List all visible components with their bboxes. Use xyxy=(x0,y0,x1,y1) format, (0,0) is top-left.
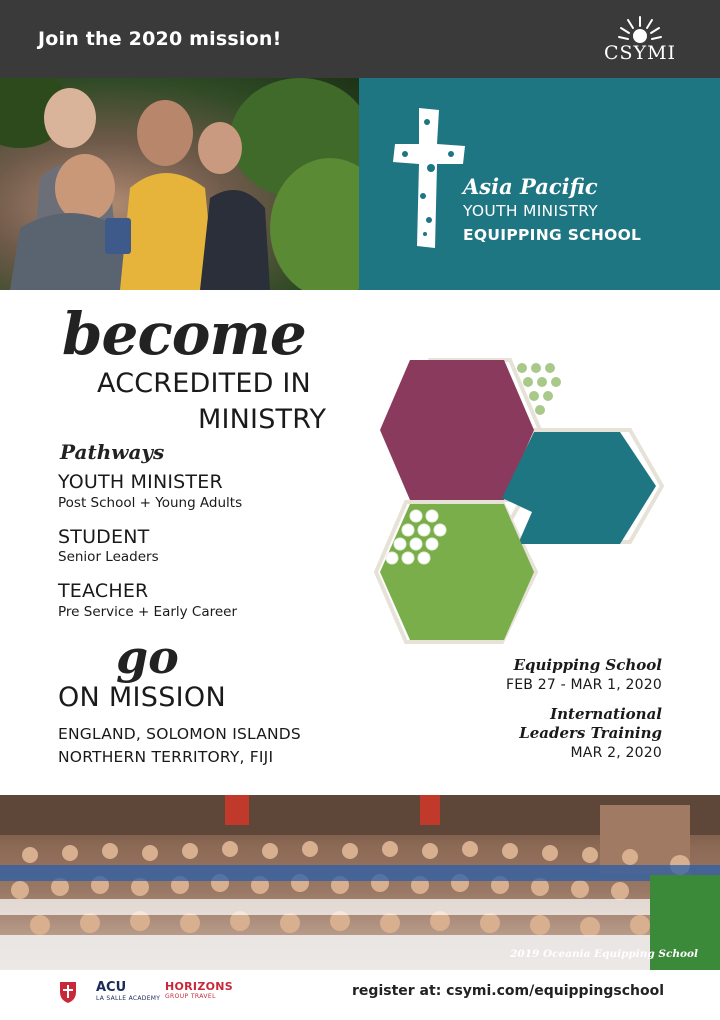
horizons-logo-name: HORIZONS xyxy=(165,980,233,993)
cross-icon xyxy=(393,108,465,248)
brand-line-equipping-school: EQUIPPING SCHOOL xyxy=(463,226,642,244)
group-photo xyxy=(0,795,720,970)
horizons-logo-sub: GROUP TRAVEL xyxy=(165,993,216,1000)
pathway-subtitle: Post School + Young Adults xyxy=(58,495,243,511)
csymi-logo-text: CSYMI xyxy=(603,42,677,64)
hexagon-green xyxy=(380,504,534,640)
acu-logo-name: ACU xyxy=(96,980,127,995)
on-mission-headline: ON MISSION xyxy=(58,682,226,713)
acu-logo-sub: LA SALLE ACADEMY xyxy=(96,995,161,1002)
accredited-line-2: MINISTRY xyxy=(198,404,327,435)
go-script: go xyxy=(116,630,179,684)
become-script: become xyxy=(62,300,306,368)
pathway-title: STUDENT xyxy=(58,526,150,548)
pathway-title: YOUTH MINISTER xyxy=(58,471,223,493)
pathway-subtitle: Pre Service + Early Career xyxy=(58,604,238,620)
pathway-subtitle: Senior Leaders xyxy=(58,549,159,565)
destinations-line-2: NORTHERN TERRITORY, FIJI xyxy=(58,748,274,766)
equipping-school-label: Equipping School xyxy=(513,656,662,674)
accredited-line-1: ACCREDITED IN xyxy=(97,368,311,399)
horizons-logo xyxy=(165,980,233,1000)
hexagon-graphic xyxy=(370,350,670,650)
ilt-date: MAR 2, 2020 xyxy=(570,745,662,761)
pathways-heading: Pathways xyxy=(60,440,165,464)
students-group-photo xyxy=(0,78,359,290)
csymi-logo xyxy=(600,14,680,64)
acu-logo xyxy=(96,980,160,1002)
group-photo-caption: 2019 Oceania Equipping School xyxy=(510,948,698,960)
ilt-label-line-1: International xyxy=(550,705,662,723)
brand-script-title: Asia Pacific xyxy=(463,174,598,199)
shield-icon xyxy=(58,980,78,1004)
pathway-title: TEACHER xyxy=(58,580,149,602)
tagline: Join the 2020 mission! xyxy=(38,28,282,50)
equipping-school-dates: FEB 27 - MAR 1, 2020 xyxy=(506,677,662,693)
ilt-label-line-2: Leaders Training xyxy=(519,724,662,742)
hexagon-maroon xyxy=(380,360,534,500)
destinations-line-1: ENGLAND, SOLOMON ISLANDS xyxy=(58,725,301,743)
register-link[interactable]: register at: csymi.com/equippingschool xyxy=(352,983,664,999)
brand-line-youth-ministry: YOUTH MINISTRY xyxy=(463,202,599,220)
sun-icon xyxy=(600,14,680,44)
